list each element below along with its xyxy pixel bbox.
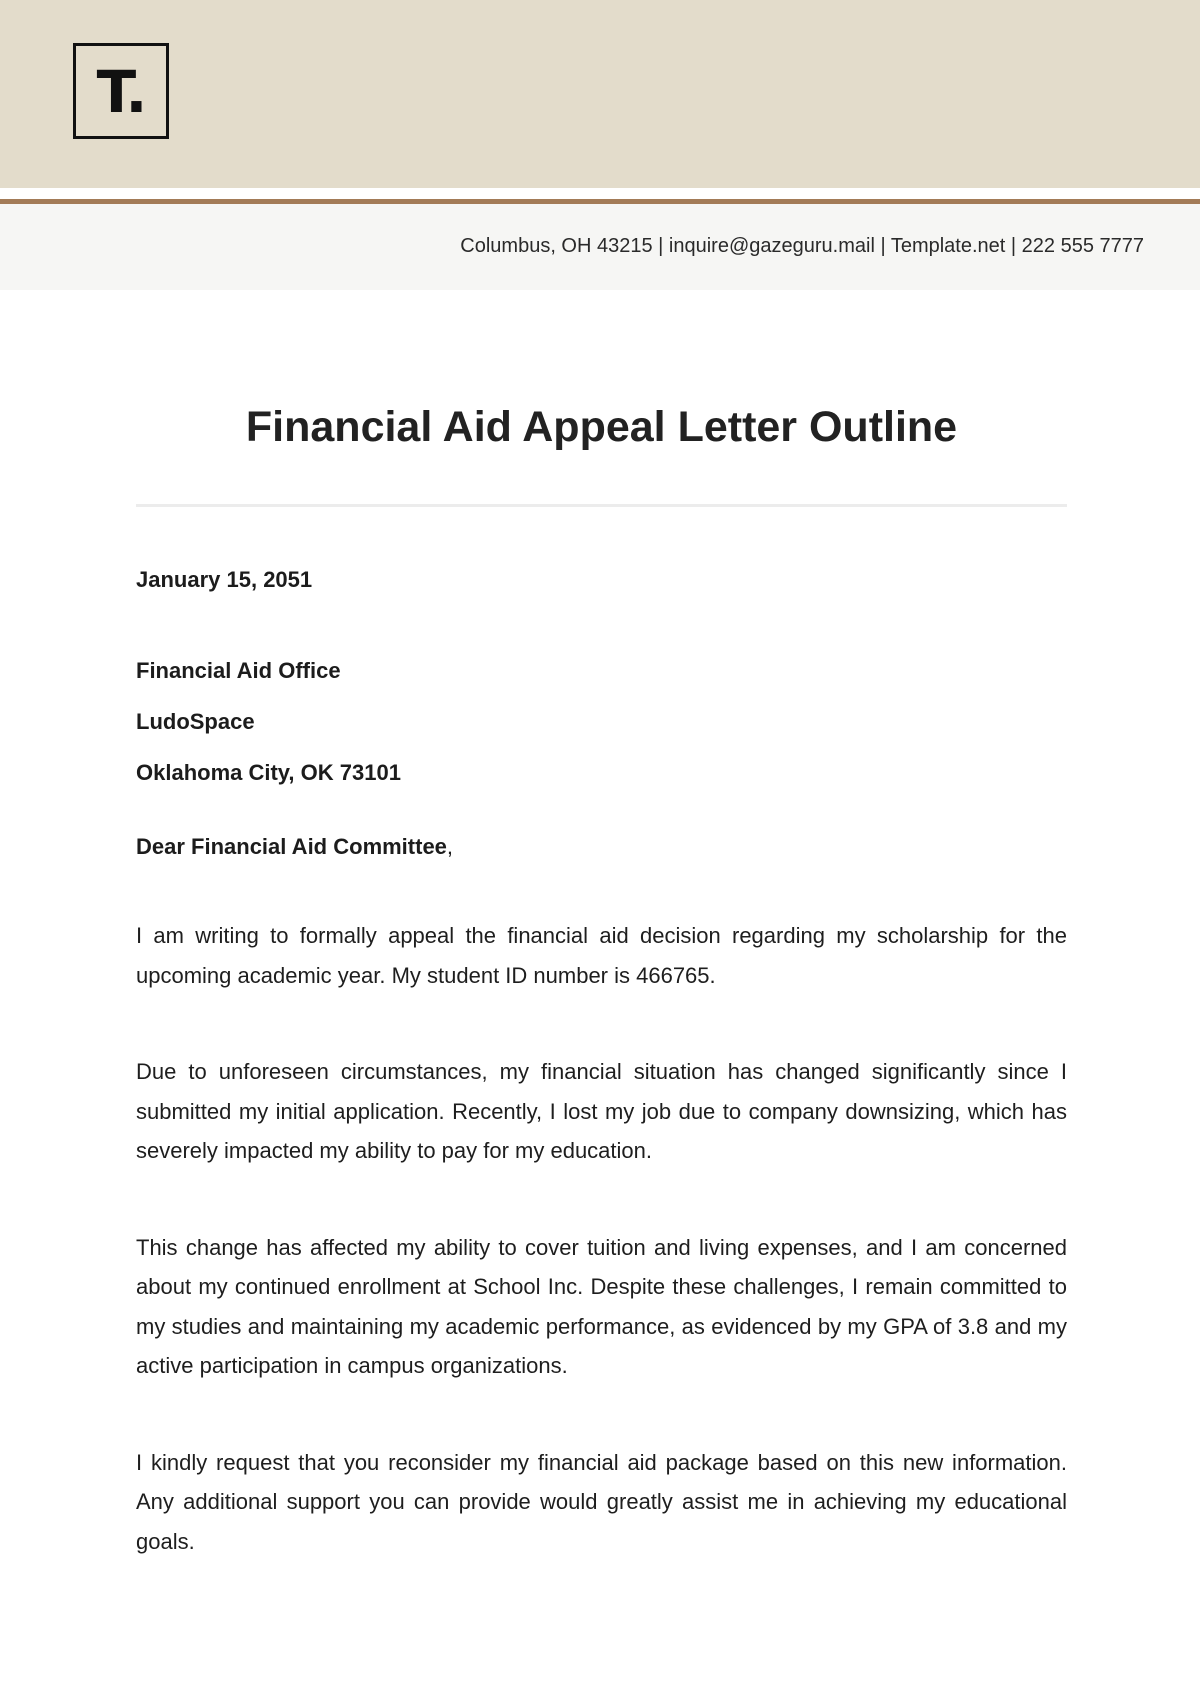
salutation xyxy=(136,830,1067,864)
logo-text: T. xyxy=(96,58,146,126)
page-title: Financial Aid Appeal Letter Outline xyxy=(245,403,958,451)
company-logo xyxy=(73,43,169,139)
body-paragraph: This change has affected my ability to cover tuition and living expenses, and I am concerned about my continued enrollment at School Inc. Despite these challenges, I remain committed to my studies and maintaining my academic performance, as evidenced by my GPA of 3.8 and my active participation in campus organizations. xyxy=(136,1234,1067,1378)
header-band xyxy=(0,0,1200,188)
salutation-name: Dear Financial Aid Committee xyxy=(136,834,447,859)
body-paragraph: I kindly request that you reconsider my financial aid package based on this new information. Any additional support you can provide would greatly assist me in achieving my educational goals. xyxy=(136,1449,1067,1554)
body-paragraph: Due to unforeseen circumstances, my financial situation has changed significantly since I submitted my initial application. Recently, I lost my job due to company downsizing, which has severely impacted my ability to pay for my education. xyxy=(136,1059,1067,1163)
header-gap xyxy=(0,188,1200,199)
contact-info: Columbus, OH 43215 | inquire@gazeguru.mail | Template.net | 222 555 7777 xyxy=(460,235,1144,257)
recipient-line: Oklahoma City, OK 73101 xyxy=(136,760,401,785)
salutation-punctuation: , xyxy=(446,834,454,859)
title-divider xyxy=(136,504,1067,507)
body-paragraph: I am writing to formally appeal the financial aid decision regarding my scholarship for the upcoming academic year. My student ID number is 466765. xyxy=(136,923,1067,988)
contact-bar xyxy=(0,204,1200,290)
recipient-line: LudoSpace xyxy=(136,709,255,734)
letter-body xyxy=(136,395,1067,1583)
recipient-line: Financial Aid Office xyxy=(136,658,341,683)
letter-date: January 15, 2051 xyxy=(136,567,313,592)
recipient-address xyxy=(136,654,1067,790)
